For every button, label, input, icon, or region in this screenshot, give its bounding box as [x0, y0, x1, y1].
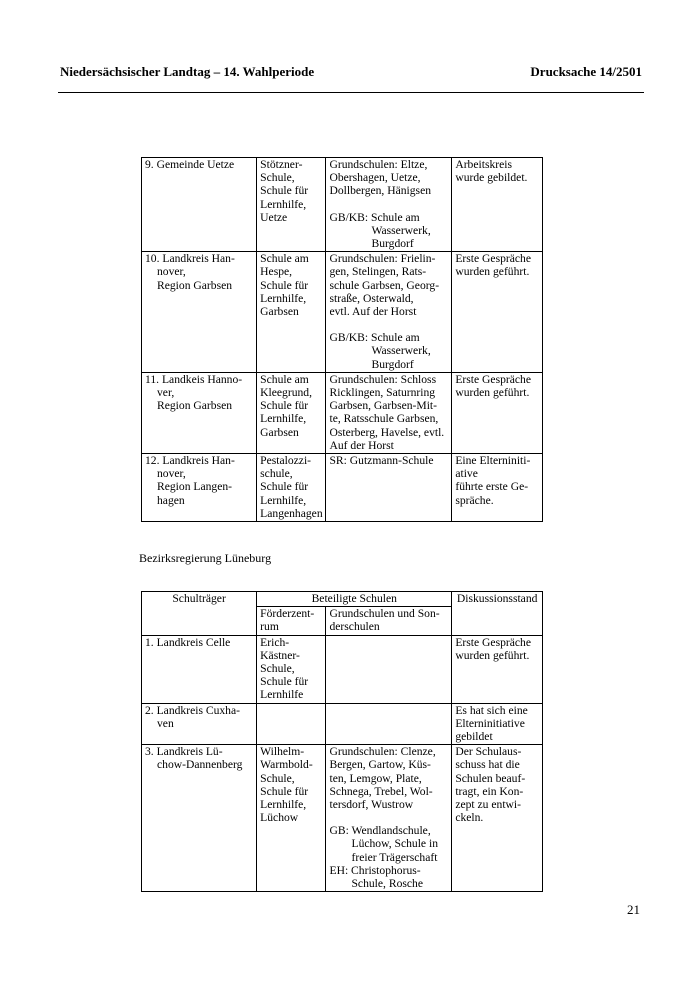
subheader-grundschulen [326, 607, 452, 635]
cell-line: evtl. Auf der Horst [329, 305, 417, 319]
cell-line: te, Ratsschule Garbsen, [329, 412, 439, 426]
cell-line: gen, Stelingen, Rats- [329, 265, 427, 279]
cell-line: Erste Gespräche [455, 635, 531, 649]
cell-line: Kleegrund, [260, 386, 313, 400]
cell-line: Garbsen [260, 305, 299, 319]
cell-line: Schule am [260, 252, 309, 266]
cell-foerderzentrum [257, 372, 326, 453]
cell-line: 2. Landkreis Cuxha- [145, 703, 240, 717]
cell-line: EH: Christophorus- [329, 863, 421, 877]
cell-line: Schule am [260, 372, 309, 386]
cell-line: GB/KB: Schule am [329, 331, 420, 345]
cell-line: 11. Landkeis Hanno- [145, 372, 243, 386]
cell-spacer [329, 198, 448, 211]
cell-line: führte erste Ge- [455, 480, 529, 494]
cell-schultraeger [142, 454, 257, 522]
cell-foerderzentrum [257, 635, 326, 703]
table-body [142, 158, 543, 522]
cell-line: Schnega, Trebel, Wol- [329, 784, 433, 798]
table-row [142, 703, 543, 745]
cell-line: GB: Wendlandschule, [329, 824, 431, 838]
cell-line: tersdorf, Wustrow [329, 798, 414, 812]
cell-line: Garbsen, Garbsen-Mit- [329, 399, 438, 413]
header-divider [58, 92, 644, 93]
cell-schultraeger [142, 745, 257, 892]
cell-schultraeger [142, 158, 257, 252]
cell-diskussionsstand [452, 454, 543, 522]
cell-line: Kästner- [260, 648, 300, 662]
cell-line: Erich- [260, 635, 290, 649]
cell-line: Lernhilfe, [260, 197, 307, 211]
cell-grundschulen [326, 372, 452, 453]
cell-line: Erste Gespräche [455, 372, 531, 386]
header-title: Niedersächsischer Landtag – 14. Wahlperiode [60, 64, 315, 79]
cell-line: Stötzner- [260, 158, 303, 171]
cell-diskussionsstand [452, 158, 543, 252]
cell-line: Lernhilfe, [260, 493, 307, 507]
cell-line: Garbsen [260, 425, 299, 439]
cell-line: Schule für [260, 675, 309, 689]
cell-diskussionsstand [452, 635, 543, 703]
cell-line: Schulen beauf- [455, 771, 526, 785]
cell-schultraeger [142, 252, 257, 373]
cell-foerderzentrum [257, 454, 326, 522]
cell-line: Bergen, Gartow, Küs- [329, 758, 431, 772]
cell-line: freier Trägerschaft [351, 850, 438, 864]
cell-line: wurden geführt. [455, 648, 530, 662]
cell-line: Lernhilfe, [260, 798, 307, 812]
cell-line: Arbeitskreis [455, 158, 512, 171]
cell-line: SR: Gutzmann-Schule [329, 454, 434, 468]
cell-line: ven [157, 716, 174, 730]
cell-line: Hespe, [260, 265, 293, 279]
header-beteiligte-schulen: Beteiligte Schulen [257, 592, 452, 607]
cell-grundschulen [326, 158, 452, 252]
cell-line: 10. Landkreis Han- [145, 252, 235, 266]
cell-grundschulen [326, 703, 452, 745]
cell-line: wurden geführt. [455, 265, 530, 279]
cell-line: tragt, ein Kon- [455, 784, 524, 798]
cell-line: Region Garbsen [157, 278, 233, 292]
cell-line: GB/KB: Schule am [329, 210, 420, 224]
cell-line: Lernhilfe, [260, 291, 307, 305]
cell-line: straße, Osterwald, [329, 291, 414, 305]
cell-line: schule, [260, 467, 293, 481]
table-row [142, 454, 543, 522]
cell-line: 3. Landkreis Lü- [145, 745, 223, 759]
cell-line: ver, [157, 386, 175, 400]
cell-line: Schule für [260, 480, 309, 494]
cell-foerderzentrum [257, 745, 326, 892]
cell-line: Schule für [260, 784, 309, 798]
cell-line: schuss hat die [455, 758, 520, 772]
table-row [142, 158, 543, 252]
cell-line: Lernhilfe, [260, 412, 307, 426]
cell-line: Region Langen- [157, 480, 233, 494]
cell-line: Der Schulaus- [455, 745, 522, 759]
cell-line: Schule, [260, 171, 295, 185]
cell-line: Grundschulen: Clenze, [329, 745, 436, 759]
cell-line: Schule, [260, 662, 295, 676]
cell-diskussionsstand [452, 372, 543, 453]
page-number: 21 [627, 902, 640, 917]
cell-line: Grundschulen: Eltze, [329, 158, 428, 171]
cell-line: Warmbold- [260, 758, 313, 772]
cell-schultraeger [142, 635, 257, 703]
cell-line: spräche. [455, 493, 494, 507]
cell-line: Burgdorf [371, 237, 414, 251]
cell-line: ative [455, 467, 478, 481]
cell-foerderzentrum [257, 252, 326, 373]
cell-line: zept zu entwi- [455, 798, 521, 812]
cell-line: rum [260, 620, 279, 634]
section-title: Bezirksregierung Lüneburg [139, 551, 272, 565]
cell-line: Wilhelm- [260, 745, 305, 759]
cell-diskussionsstand [452, 252, 543, 373]
table-row [142, 635, 543, 703]
document-number: Drucksache 14/2501 [530, 64, 642, 79]
cell-line: derschulen [329, 620, 380, 634]
cell-line: Erste Gespräche [455, 252, 531, 266]
cell-line: Region Garbsen [157, 399, 233, 413]
cell-line: Schule für [260, 184, 309, 198]
cell-line: Burgdorf [371, 357, 414, 371]
schools-table-lueneburg [141, 591, 543, 892]
cell-line: Uetze [260, 210, 288, 224]
cell-line: ckeln. [455, 811, 484, 825]
cell-line: Eine Elterniniti- [455, 454, 531, 468]
cell-line: Schule, [260, 771, 295, 785]
cell-line: Schule, Rosche [351, 877, 423, 891]
table-row [142, 372, 543, 453]
cell-line: 12. Landkreis Han- [145, 454, 235, 468]
cell-spacer [329, 318, 448, 331]
cell-line: schule Garbsen, Georg- [329, 278, 440, 292]
subheader-foerderzentrum [257, 607, 326, 635]
header-diskussionsstand: Diskussionsstand [452, 592, 543, 636]
cell-grundschulen [326, 745, 452, 892]
cell-line: nover, [157, 265, 186, 279]
cell-line: ten, Lemgow, Plate, [329, 771, 422, 785]
cell-line: Obershagen, Uetze, [329, 171, 421, 185]
cell-line: 1. Landkreis Celle [145, 635, 231, 649]
cell-line: Wasserwerk, [371, 344, 431, 358]
cell-line: Schule für [260, 399, 309, 413]
schools-table-hannover [141, 157, 543, 522]
cell-line: Lüchow, Schule in [351, 837, 438, 851]
cell-diskussionsstand [452, 745, 543, 892]
cell-grundschulen [326, 454, 452, 522]
cell-schultraeger [142, 703, 257, 745]
cell-line: nover, [157, 467, 186, 481]
cell-line: wurden geführt. [455, 386, 530, 400]
cell-line: gebildet [455, 730, 493, 744]
cell-line: Osterberg, Havelse, evtl. [329, 425, 445, 439]
header-schultraeger: Schulträger [142, 592, 257, 636]
cell-line: Lernhilfe [260, 688, 304, 702]
cell-line: Dollbergen, Hänigsen [329, 184, 432, 198]
cell-line: Auf der Horst [329, 438, 394, 452]
cell-line: Langenhagen [260, 506, 323, 520]
cell-line: hagen [157, 493, 185, 507]
cell-grundschulen [326, 252, 452, 373]
cell-line: Förderzent- [260, 607, 315, 621]
cell-line: Grundschulen: Frielin- [329, 252, 436, 266]
cell-grundschulen [326, 635, 452, 703]
cell-line: Es hat sich eine [455, 703, 528, 717]
cell-line: Grundschulen und Son- [329, 607, 440, 621]
table-row [142, 745, 543, 892]
cell-line: Lüchow [260, 811, 299, 825]
cell-line: Wasserwerk, [371, 223, 431, 237]
cell-line: Ricklingen, Saturnring [329, 386, 436, 400]
cell-schultraeger [142, 372, 257, 453]
table-header-row [142, 592, 543, 607]
cell-line: chow-Dannenberg [157, 758, 243, 772]
cell-line: Schule für [260, 278, 309, 292]
cell-diskussionsstand [452, 703, 543, 745]
table-body [142, 635, 543, 892]
cell-foerderzentrum [257, 703, 326, 745]
table-row [142, 252, 543, 373]
cell-line: Grundschulen: Schloss [329, 372, 437, 386]
table-head [142, 592, 543, 636]
cell-line: Elterninitiative [455, 716, 525, 730]
cell-line: wurde gebildet. [455, 171, 528, 185]
cell-line: Pestalozzi- [260, 454, 312, 468]
cell-spacer [329, 811, 448, 824]
cell-line: 9. Gemeinde Uetze [145, 158, 235, 171]
cell-foerderzentrum [257, 158, 326, 252]
